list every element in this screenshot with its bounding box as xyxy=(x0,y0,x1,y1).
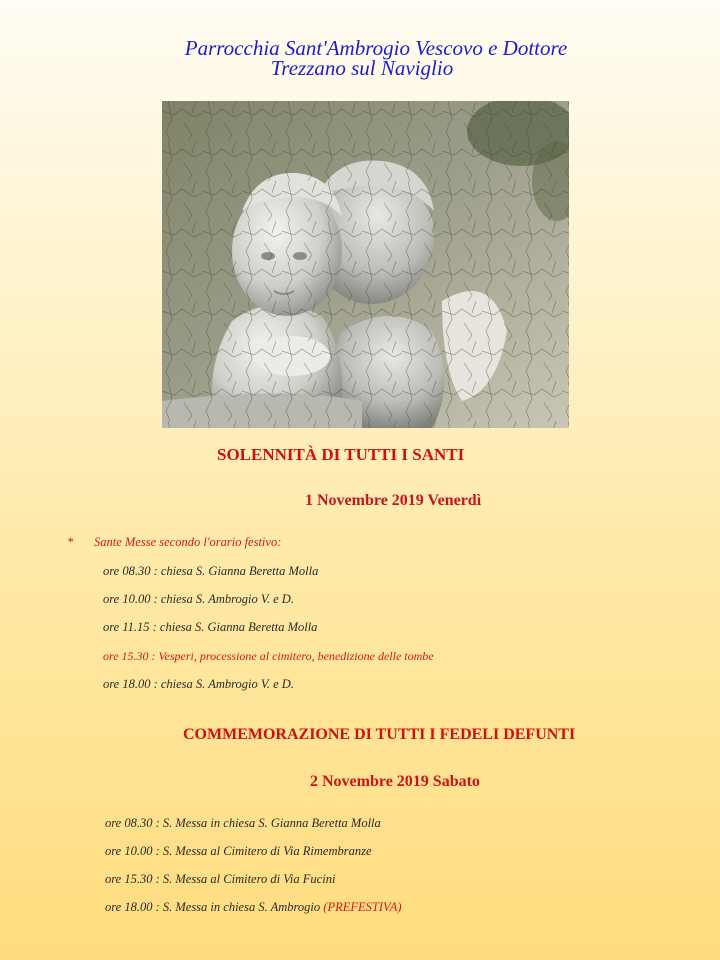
schedule-item: ore 18.00 : chiesa S. Ambrogio V. e D. xyxy=(103,677,294,691)
section2-title: COMMEMORAZIONE DI TUTTI I FEDELI DEFUNTI xyxy=(183,726,576,743)
parish-name: Parrocchia Sant'Ambrogio Vescovo e Dottore xyxy=(184,36,568,60)
schedule-item: ore 08.30 : chiesa S. Gianna Beretta Molla xyxy=(103,564,319,578)
schedule-item: ore 15.30 : S. Messa al Cimitero di Via Fucini xyxy=(105,872,336,886)
angel-statues-image xyxy=(162,101,569,428)
schedule-item: ore 10.00 : S. Messa al Cimitero di Via Rimembranze xyxy=(105,844,372,858)
schedule-item-text: ore 18.00 : S. Messa in chiesa S. Ambrogio xyxy=(105,900,324,914)
section1-date: 1 Novembre 2019 Venerdì xyxy=(305,492,482,509)
schedule-item: ore 10.00 : chiesa S. Ambrogio V. e D. xyxy=(103,592,294,606)
bullet-marker: * xyxy=(67,535,74,549)
section1-title: SOLENNITÀ DI TUTTI I SANTI xyxy=(217,445,465,464)
parish-location: Trezzano sul Naviglio xyxy=(270,56,454,80)
schedule-item-last xyxy=(105,900,402,915)
section1-intro: Sante Messe secondo l'orario festivo: xyxy=(94,535,282,549)
section2-date: 2 Novembre 2019 Sabato xyxy=(310,773,480,790)
schedule-item: ore 11.15 : chiesa S. Gianna Beretta Molla xyxy=(103,620,318,634)
schedule-item-highlight: ore 15.30 : Vesperi, processione al cimitero, benedizione delle tombe xyxy=(103,649,434,663)
schedule-item: ore 08.30 : S. Messa in chiesa S. Gianna Beretta Molla xyxy=(105,816,381,830)
prefestiva-note: (PREFESTIVA) xyxy=(323,900,402,914)
angel-statues-photo xyxy=(162,101,569,428)
